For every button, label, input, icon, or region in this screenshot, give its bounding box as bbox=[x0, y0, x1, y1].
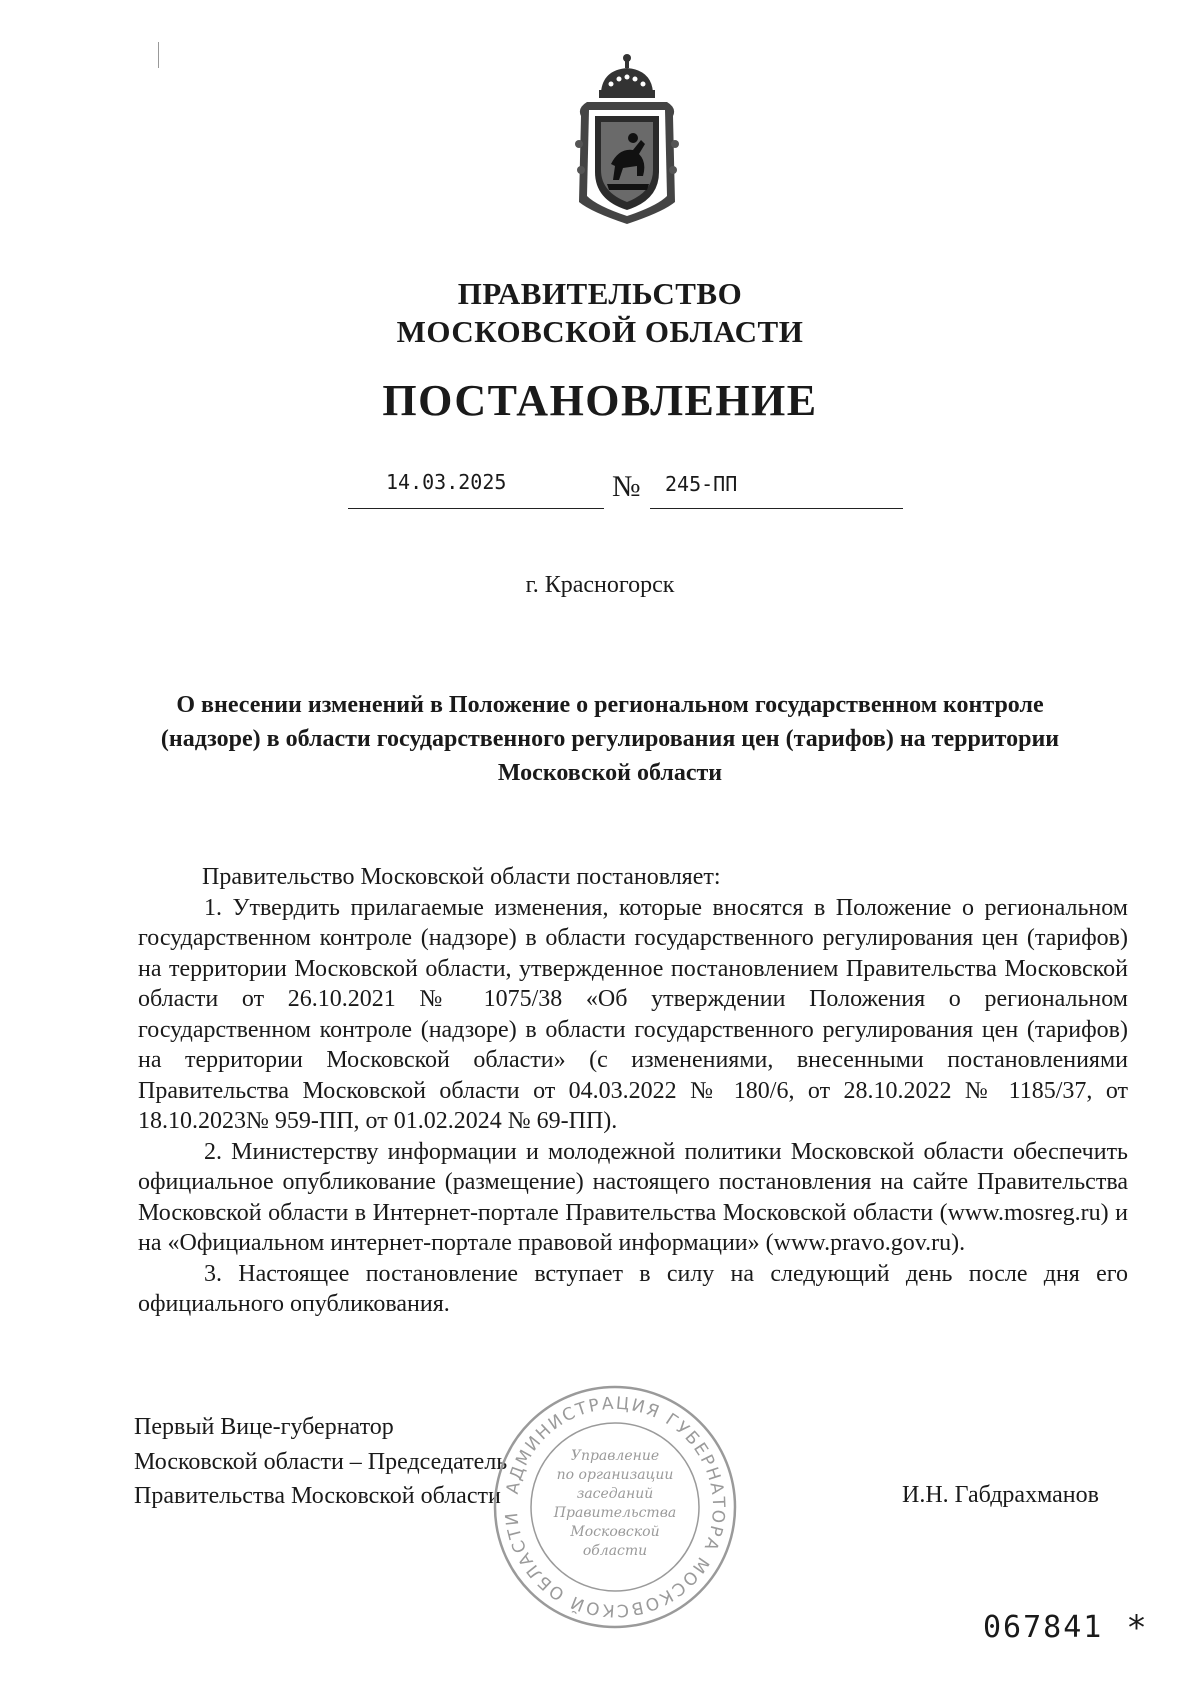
serial-mark: * bbox=[1128, 1608, 1145, 1648]
signatory-name: И.Н. Габдрахманов bbox=[902, 1482, 1099, 1508]
document-number: 245-ПП bbox=[665, 472, 738, 496]
stamp-inner-line: Московской bbox=[570, 1524, 660, 1540]
coat-of-arms-icon bbox=[567, 52, 687, 228]
signatory-position-line1: Первый Вице-губернатор bbox=[134, 1414, 394, 1440]
signatory-position-line3: Правительства Московской области bbox=[134, 1483, 501, 1509]
serial-number: 067841 bbox=[983, 1610, 1104, 1645]
document-type-title: ПОСТАНОВЛЕНИЕ bbox=[382, 376, 818, 425]
stamp-inner-line: Управление bbox=[570, 1448, 660, 1464]
stamp-inner-line: заседаний bbox=[576, 1486, 654, 1502]
stamp-outer-text: АДМИНИСТРАЦИЯ ГУБЕРНАТОРА МОСКОВСКОЙ ОБЛАСТИ bbox=[501, 1393, 729, 1621]
document-body bbox=[138, 862, 1128, 1320]
stamp-inner-line: Правительства bbox=[553, 1505, 677, 1521]
stamp-inner-line: области bbox=[582, 1543, 648, 1559]
city-of-issue: г. Красногорск bbox=[525, 572, 675, 598]
number-sign: № bbox=[612, 470, 641, 503]
scan-artifact bbox=[158, 42, 159, 68]
official-stamp bbox=[490, 1382, 740, 1632]
org-name-line2: МОСКОВСКОЙ ОБЛАСТИ bbox=[396, 314, 804, 349]
stamp-inner-line: по организации bbox=[556, 1467, 674, 1483]
signatory-position-line2: Московской области – Председатель bbox=[134, 1448, 508, 1475]
document-subject: О внесении изменений в Положение о региональном государственном контроле (надзоре) в области государственного регулирования цен (тарифов) на территории Московской области bbox=[160, 692, 1060, 786]
body-paragraph-1: 1. Утвердить прилагаемые изменения, которые вносятся в Положение о региональном государственном контроле (надзоре) в области государственного регулирования цен (тарифов) на территории Московской области, утвержденное постановлением Правительства Московской области от 26.10.2021 № 1075/38 «Об утверждении Положения о региональном государственном контроле (надзоре) в области государственного регулирования цен (тарифов) на территории Московской области» (с изменениями, внесенными постановлениями Правительства Московской области от 04.03.2022 № 180/6, от 28.10.2022 № 1185/37, от 18.10.2023№ 959-ПП, от 01.02.2024 № 69-ПП). bbox=[138, 894, 1128, 1134]
org-name-line1: ПРАВИТЕЛЬСТВО bbox=[457, 276, 743, 311]
body-intro: Правительство Московской области постановляет: bbox=[202, 864, 721, 890]
body-paragraph-2: 2. Министерству информации и молодежной политики Московской области обеспечить официальное опубликование (размещение) настоящего постановления на сайте Правительства Московской области в Интернет-портале Правительства Московской области (www.mosreg.ru) и на «Официальном интернет-портале правовой информации» (www.pravo.gov.ru). bbox=[138, 1138, 1128, 1256]
document-date: 14.03.2025 bbox=[386, 470, 507, 494]
date-underline bbox=[348, 508, 604, 509]
body-paragraph-3: 3. Настоящее постановление вступает в силу на следующий день после дня его официального опубликования. bbox=[138, 1260, 1128, 1317]
signatory-position bbox=[134, 1410, 507, 1514]
number-underline bbox=[650, 508, 903, 509]
